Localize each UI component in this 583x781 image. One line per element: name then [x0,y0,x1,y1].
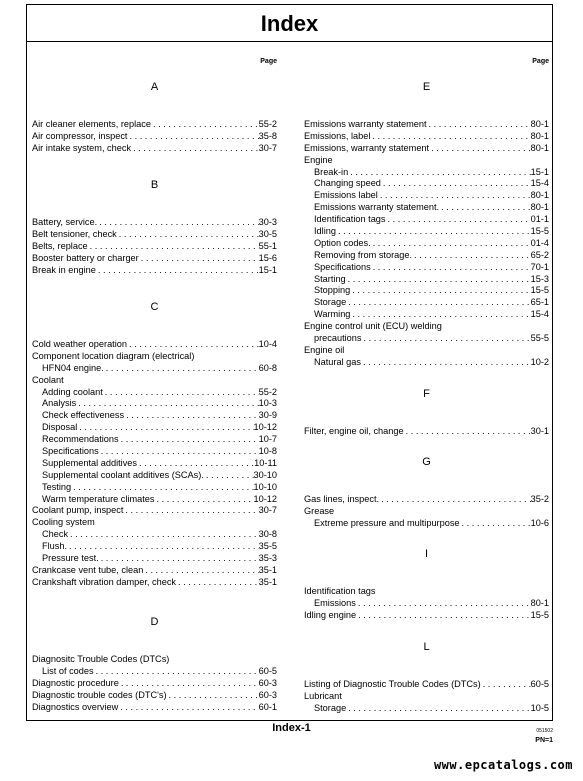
dot-leader [429,143,531,155]
dot-leader [346,703,530,715]
index-entry[interactable] [304,143,549,155]
dot-leader [155,494,254,506]
dot-leader [439,202,531,214]
index-section-i [304,539,549,622]
watermark-link[interactable]: www.epcatalogs.com [433,758,573,772]
footer-page-title: Index-1 [272,722,311,734]
index-entry[interactable] [32,119,277,131]
index-entry[interactable] [304,518,549,530]
dot-leader [139,253,259,265]
page-column-header: Page [532,58,549,65]
dot-leader [167,690,259,702]
entry-text: Air compressor, inspect [32,130,128,141]
section-letter: D [150,616,159,628]
dot-leader [124,410,259,422]
entry-text: Flush. [42,541,68,552]
index-entry[interactable] [304,285,549,297]
entry-text: Component location diagram (electrical) [32,350,195,361]
entry-text: Natural gas [314,356,361,367]
index-entry[interactable] [32,702,277,714]
entry-text: Warm temperature climates [42,493,155,504]
dot-leader [378,190,531,202]
index-section-c [32,292,277,589]
entry-page-number: 60-5 [530,679,549,689]
entry-text: Recommendations [42,434,119,445]
index-entry[interactable] [304,238,549,250]
index-entry[interactable] [304,586,549,598]
index-section-d [32,607,277,713]
dot-leader [99,553,259,565]
index-entry[interactable] [32,458,277,470]
index-entry[interactable] [304,321,549,333]
entry-text: Air cleaner elements, replace [32,119,151,129]
dot-leader [71,482,253,494]
dot-leader [350,285,530,297]
dot-leader [104,363,259,375]
entry-page-number: 35-2 [530,494,549,504]
dot-leader [67,541,259,553]
entry-page-number: 55-2 [258,119,277,129]
index-entry[interactable] [304,250,549,262]
index-entry[interactable] [304,178,549,190]
entry-text: Diagnostics overview [32,701,119,712]
entry-page-number: 60-3 [258,677,277,688]
entry-text: Battery, service. [32,217,98,227]
entry-text: Emissions label [314,190,378,201]
dot-leader [356,598,531,610]
dot-leader [151,119,259,131]
index-entry[interactable] [32,217,277,229]
entry-text: Diagnostic trouble codes (DTC's) [32,689,167,700]
dot-leader [361,357,531,369]
entry-page-number: 80-1 [530,190,549,201]
entry-page-number: 10-10 [253,481,277,492]
index-entry[interactable] [304,357,549,369]
entry-text: Identification tags [314,214,386,225]
entry-page-number: 10-8 [258,446,277,457]
entry-text: Emissions [314,597,356,608]
dot-leader [117,229,259,241]
entry-text: Gas lines, inspect. [304,494,380,504]
entry-text: Coolant [32,374,64,385]
index-entry[interactable] [304,333,549,345]
dot-leader [94,666,259,678]
entry-page-number: 10-5 [530,702,549,713]
index-entry[interactable] [304,506,549,518]
entry-page-number: 80-1 [530,119,549,129]
entry-page-number: 35-8 [258,130,277,141]
section-letter: B [150,179,159,191]
dot-leader [356,610,531,622]
dot-leader [137,458,254,470]
entry-page-number: 80-1 [530,597,549,608]
entry-page-number: 35-1 [258,576,277,587]
entry-text: Booster battery or charger [32,252,139,263]
dot-leader [346,274,531,286]
index-entry[interactable] [32,143,277,155]
entry-text: HFN04 engine. [42,362,104,373]
entry-page-number: 10-6 [530,517,549,528]
index-entry[interactable] [304,214,549,226]
dot-leader [127,131,258,143]
index-entry[interactable] [32,517,277,529]
dot-leader [204,470,254,482]
entry-page-number: 30-7 [258,505,277,516]
entry-text: Removing from storage. [314,249,413,260]
entry-page-number: 30-3 [258,217,277,227]
entry-page-number: 01-1 [530,214,549,225]
entry-text: Break in engine [32,264,96,275]
index-entry[interactable] [32,131,277,143]
entry-text: Warming [314,309,351,320]
index-section-a [32,72,277,155]
dot-leader [176,577,259,589]
entry-page-number: 55-2 [258,386,277,397]
index-entry[interactable] [32,482,277,494]
dot-leader [481,679,531,691]
index-entry[interactable] [304,309,549,321]
entry-text: Crankshaft vibration damper, check [32,576,177,587]
entry-page-number: 70-1 [530,261,549,272]
entry-page-number: 65-2 [530,249,549,260]
entry-text: Option codes. [314,237,371,248]
index-entry[interactable] [32,565,277,577]
entry-text: Supplemental additives [42,457,137,468]
dot-leader [76,398,258,410]
index-entry[interactable] [304,167,549,179]
dot-leader [346,297,530,309]
entry-text: Listing of Diagnostic Trouble Codes (DTCs) [304,679,481,689]
dot-leader [127,339,259,351]
entry-text: Pressure test. [42,553,99,564]
entry-page-number: 10-3 [258,398,277,409]
dot-leader [119,434,259,446]
entry-text: Stopping [314,285,351,296]
index-entry[interactable] [32,241,277,253]
entry-page-number: 15-5 [530,609,549,620]
index-entry[interactable] [32,422,277,434]
entry-page-number: 10-2 [530,356,549,367]
entry-text: Engine oil [304,344,345,355]
entry-text: Air intake system, check [32,142,132,153]
entry-page-number: 65-1 [530,297,549,308]
index-section-e [304,72,549,369]
dot-leader [103,387,259,399]
page-title: Index [26,4,553,41]
dot-leader [371,262,531,274]
index-entry[interactable] [32,387,277,399]
entry-page-number: 35-3 [258,553,277,564]
index-entry[interactable] [32,553,277,565]
dot-leader [348,167,530,179]
entry-text: Cooling system [32,517,95,528]
index-entry[interactable] [32,446,277,458]
entry-page-number: 30-8 [258,529,277,540]
entry-text: Check [42,529,69,540]
index-section-l [304,632,549,715]
index-entry[interactable] [32,529,277,541]
index-entry[interactable] [304,691,549,703]
dot-leader [370,131,530,143]
entry-text: Supplemental coolant additives (SCAs). [42,469,204,480]
index-entry[interactable] [32,678,277,690]
index-entry[interactable] [32,363,277,375]
index-entry[interactable] [32,351,277,363]
entry-text: Identification tags [304,586,376,596]
entry-page-number: 15-4 [530,178,549,189]
index-entry[interactable] [304,494,549,506]
dot-leader [412,250,531,262]
entry-text: Adding coolant [42,386,103,397]
section-letter: G [422,456,431,468]
entry-text: Belts, replace [32,240,88,251]
dot-leader [336,226,531,238]
page-column-header: Page [260,58,277,65]
index-entry[interactable] [304,131,549,143]
index-entry[interactable] [32,339,277,351]
dot-leader [131,143,259,155]
entry-page-number: 60-8 [258,362,277,373]
entry-text: Storage [314,702,347,713]
index-entry[interactable] [32,410,277,422]
dot-leader [99,446,259,458]
index-entry[interactable] [304,679,549,691]
index-entry[interactable] [32,577,277,589]
dot-leader [123,505,258,517]
entry-page-number: 15-5 [530,226,549,237]
index-entry[interactable] [32,253,277,265]
entry-text: Belt tensioner, check [32,228,117,239]
entry-page-number: 60-5 [258,665,277,676]
index-entry[interactable] [32,229,277,241]
entry-text: Specifications [314,261,371,272]
dot-leader [97,217,258,229]
entry-text: Grease [304,505,335,516]
entry-page-number: 01-4 [530,237,549,248]
index-entry[interactable] [304,262,549,274]
entry-text: Engine [304,154,333,165]
entry-text: Extreme pressure and multipurpose [314,517,460,528]
entry-text: Engine control unit (ECU) welding [304,321,442,332]
entry-page-number: 15-4 [530,309,549,320]
index-entry[interactable] [304,297,549,309]
index-entry[interactable] [304,345,549,357]
dot-leader [379,494,531,506]
dot-leader [118,702,258,714]
index-entry[interactable] [32,470,277,482]
index-frame [26,41,553,721]
index-entry[interactable] [32,654,277,666]
entry-text: Emissions warranty statement. [314,202,440,213]
index-entry[interactable] [304,610,549,622]
entry-text: Check effectiveness [42,410,125,421]
entry-text: Crankcase vent tube, clean [32,564,144,575]
entry-page-number: 35-1 [258,564,277,575]
entry-page-number: 80-1 [530,142,549,153]
entry-text: Idling [314,226,336,237]
index-entry[interactable] [304,155,549,167]
entry-page-number: 60-1 [258,701,277,712]
index-section-b [32,170,277,276]
dot-leader [460,518,531,530]
dot-leader [427,119,531,131]
entry-page-number: 55-1 [258,240,277,251]
section-letter: E [422,81,431,93]
entry-text: Lubricant [304,690,342,701]
entry-page-number: 15-3 [530,273,549,284]
index-entry[interactable] [32,375,277,387]
entry-page-number: 30-9 [258,410,277,421]
index-entry[interactable] [304,119,549,131]
entry-text: Emissions, warranty statement [304,142,430,153]
index-entry[interactable] [32,690,277,702]
entry-page-number: 60-3 [258,689,277,700]
section-letter: F [423,388,430,400]
entry-text: precautions [314,333,362,344]
entry-page-number: 10-11 [254,457,277,468]
index-entry[interactable] [32,398,277,410]
footer-code: 051502 [536,728,553,734]
entry-text: Emissions, label [304,130,371,141]
dot-leader [96,265,259,277]
entry-page-number: 30-10 [253,469,277,480]
dot-leader [404,426,531,438]
index-entry[interactable] [32,666,277,678]
entry-page-number: 10-4 [258,339,277,349]
dot-leader [68,529,259,541]
index-entry[interactable] [32,265,277,277]
entry-text: Specifications [42,446,99,457]
entry-text: Break-in [314,166,349,177]
index-entry[interactable] [304,202,549,214]
index-entry[interactable] [32,494,277,506]
entry-text: Changing speed [314,178,381,189]
entry-page-number: 80-1 [530,130,549,141]
index-entry[interactable] [32,434,277,446]
entry-page-number: 80-1 [530,202,549,213]
index-entry[interactable] [304,598,549,610]
entry-page-number: 10-7 [258,434,277,445]
entry-text: Starting [314,273,346,284]
index-section-g [304,447,549,530]
dot-leader [88,241,259,253]
dot-leader [350,309,530,321]
entry-text: List of codes [42,665,94,676]
index-entry[interactable] [304,274,549,286]
entry-page-number: 30-5 [258,228,277,239]
entry-text: Coolant pump, inspect [32,505,124,516]
dot-leader [371,238,531,250]
dot-leader [119,678,259,690]
index-entry[interactable] [304,426,549,438]
entry-text: Idling engine [304,609,357,620]
entry-text: Disposal [42,422,78,433]
entry-page-number: 55-5 [530,333,549,344]
index-entry[interactable] [304,226,549,238]
entry-page-number: 30-7 [258,142,277,153]
entry-text: Cold weather operation [32,339,127,349]
entry-page-number: 30-1 [530,426,549,436]
entry-text: Storage [314,297,347,308]
entry-text: Testing [42,481,72,492]
dot-leader [362,333,531,345]
entry-text: Diagnostic procedure [32,677,119,688]
section-letter: A [150,81,159,93]
dot-leader [381,178,531,190]
entry-page-number: 10-12 [253,493,277,504]
dot-leader [386,214,531,226]
entry-page-number: 15-1 [530,166,549,177]
section-letter: I [424,548,429,560]
entry-text: Emissions warranty statement [304,119,427,129]
entry-text: Filter, engine oil, change [304,426,404,436]
section-letter: L [423,641,430,653]
index-entry[interactable] [304,190,549,202]
dot-leader [143,565,258,577]
entry-page-number: 10-12 [253,422,277,433]
dot-leader [77,422,253,434]
index-entry[interactable] [32,541,277,553]
entry-text: Diagnositc Trouble Codes (DTCs) [32,654,170,664]
entry-page-number: 15-6 [258,252,277,263]
entry-page-number: 15-5 [530,285,549,296]
footer-page-number: PN=1 [535,737,553,744]
section-letter: C [150,301,159,313]
entry-page-number: 15-1 [258,264,277,275]
entry-page-number: 35-5 [258,541,277,552]
index-entry[interactable] [304,703,549,715]
index-section-f [304,379,549,438]
index-entry[interactable] [32,505,277,517]
entry-text: Analysis [42,398,77,409]
